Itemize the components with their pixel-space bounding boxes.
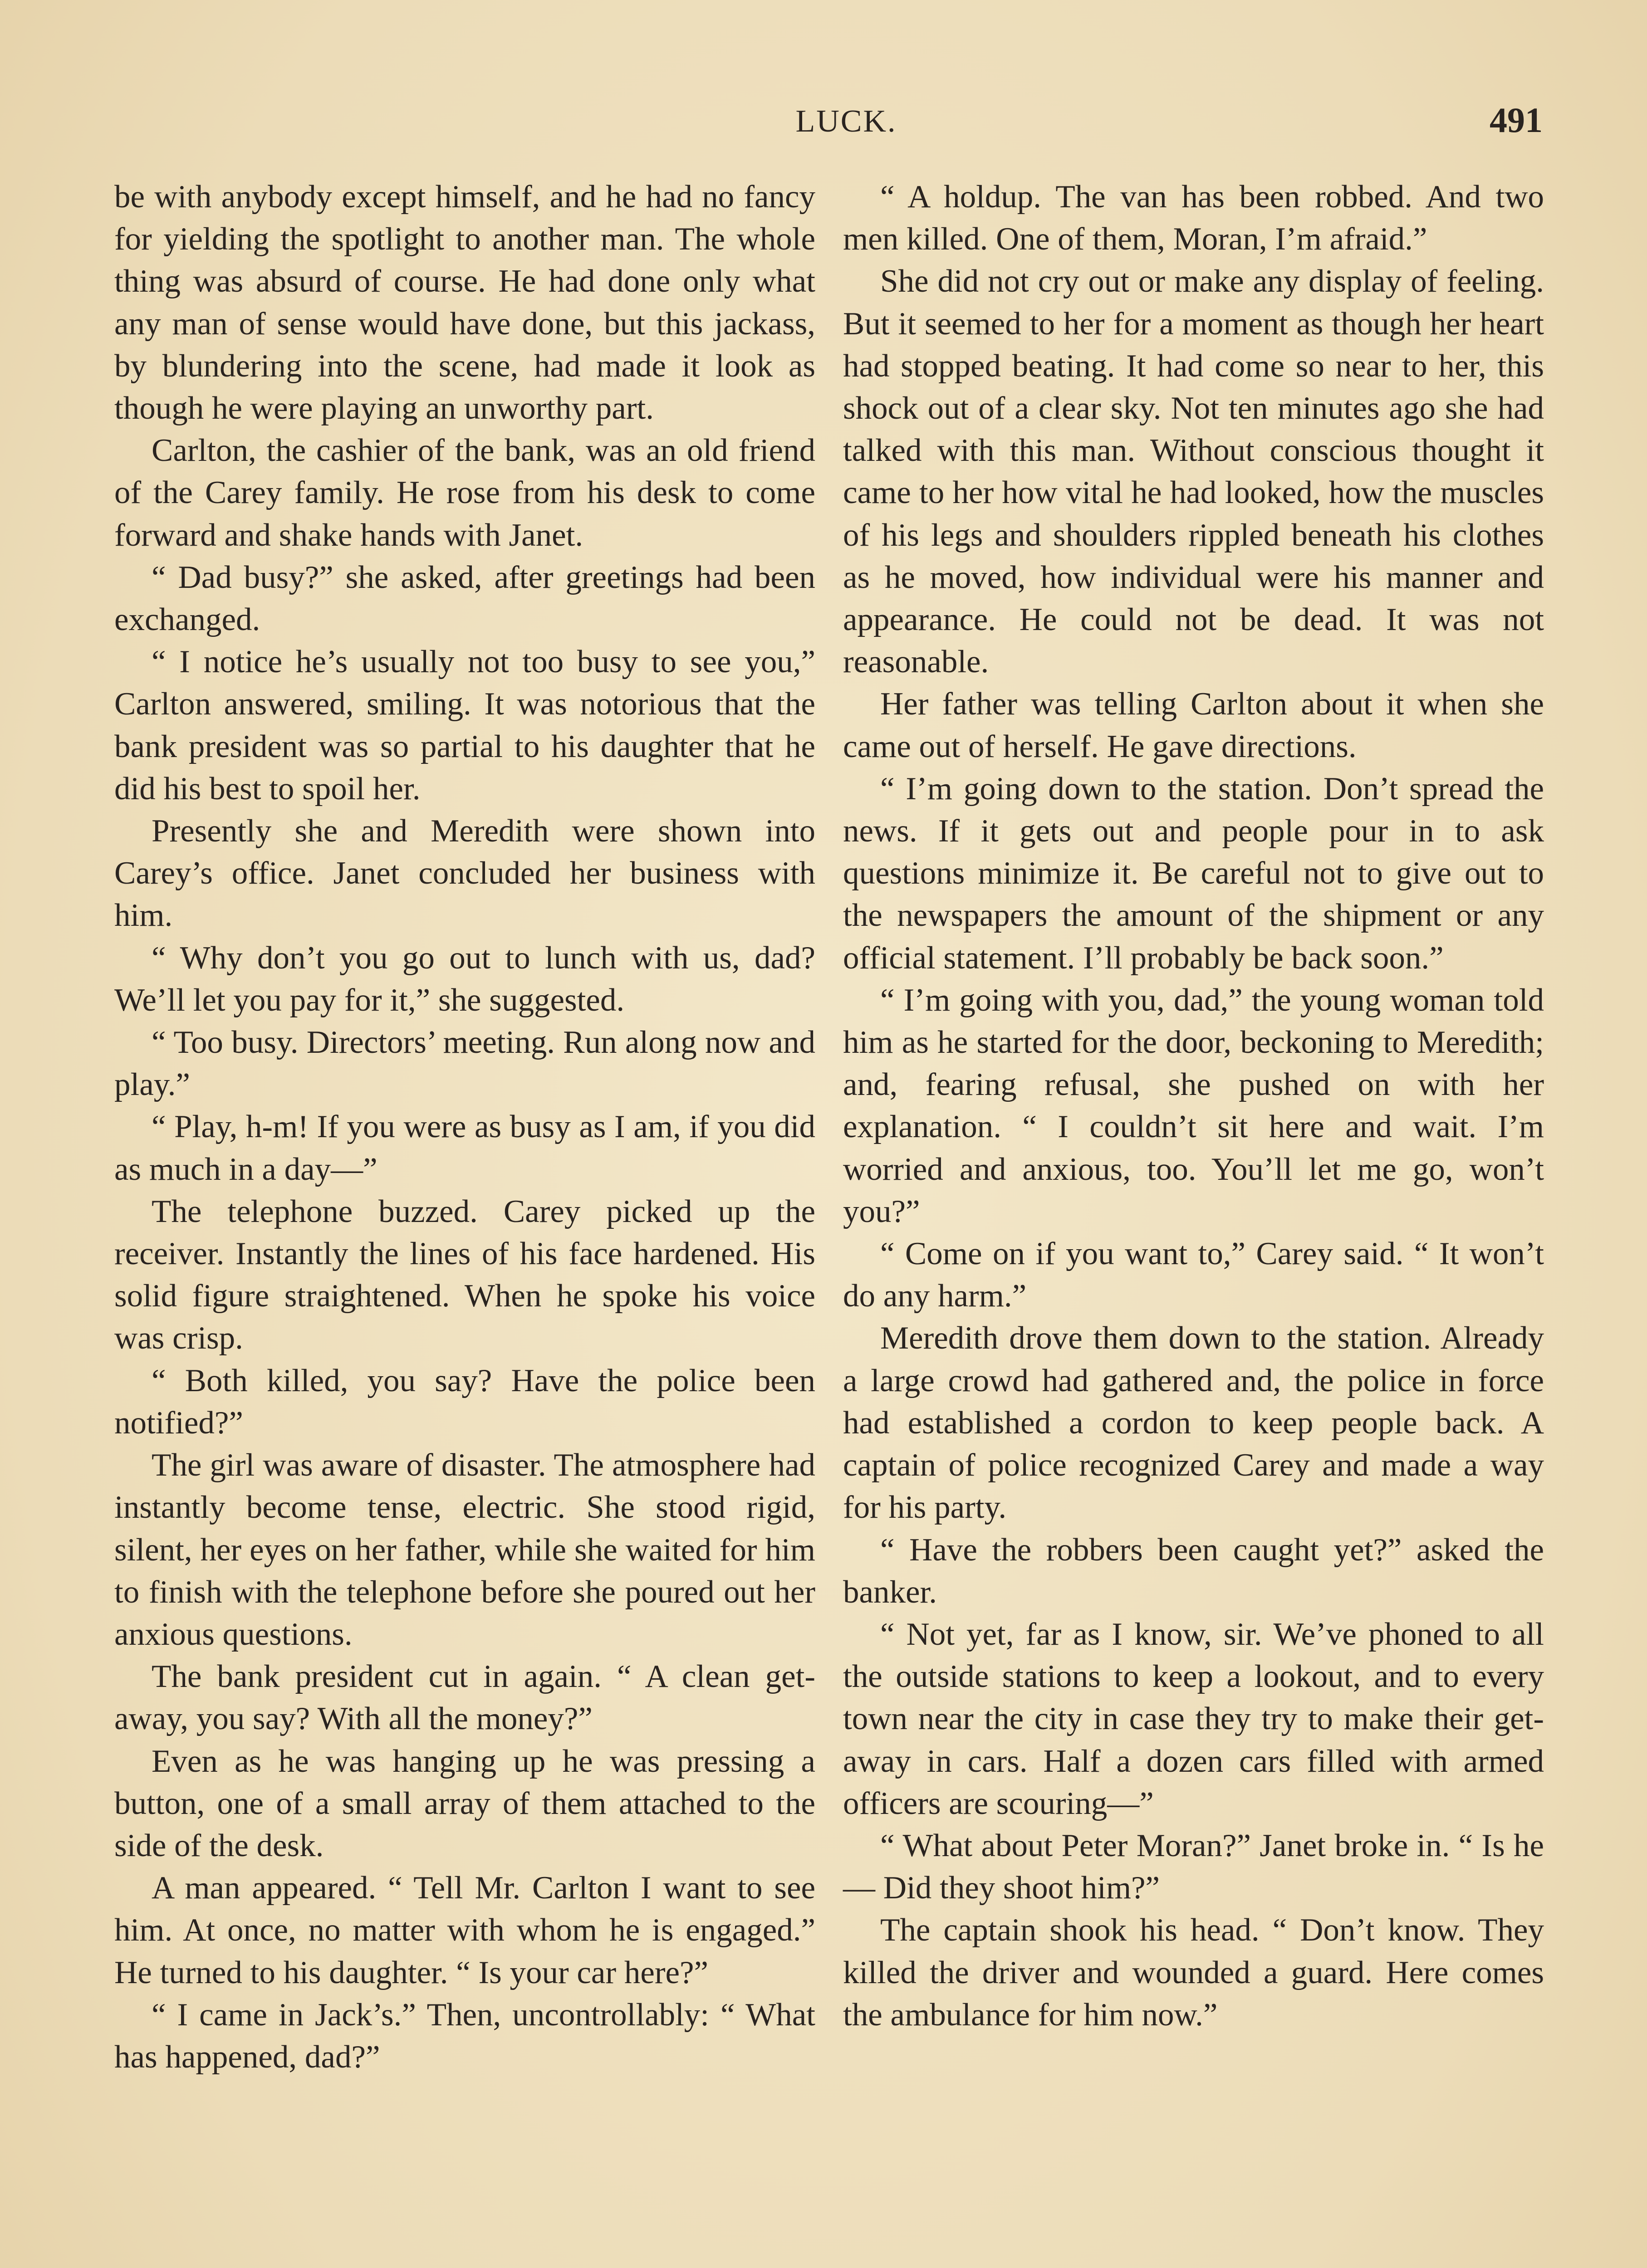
paragraph: Meredith drove them down to the station. Already a large crowd had gathered and, the police in force had established a cordon to keep people back. A captain of police recognized Carey and made a way for his party. (843, 1320, 1544, 1525)
paragraph: “ I came in Jack’s.” Then, uncontrollably: “ What has happened, dad?” (114, 1997, 815, 2075)
paragraph: “ Not yet, far as I know, sir. We’ve phoned to all the outside stations to keep a lookout, and to every town near the city in case they try to make their get-away in cars. Half a dozen cars filled with armed officers are scouring—” (843, 1616, 1544, 1821)
running-title: LUCK. (795, 104, 897, 139)
paragraph: She did not cry out or make any display of feeling. But it seemed to her for a moment as though her heart had stopped beating. It had come so near to her, this shock out of a clear sky. Not ten minutes ago she had talked with this man. Without conscious thought it came to her how vital he had looked, how the muscles of his legs and shoulders rippled beneath his clothes as he moved, how individual were his manner and appearance. He could not be dead. It was not reasonable. (843, 264, 1544, 680)
paragraph: Carlton, the cashier of the bank, was an old friend of the Carey family. He rose from his desk to come forward and shake hands with Janet. (114, 433, 815, 553)
paragraph: The captain shook his head. “ Don’t know. They killed the driver and wounded a guard. Here comes the ambulance for him now.” (843, 1912, 1544, 2033)
paragraph: Even as he was hanging up he was pressing a button, one of a small array of them attached to the side of the desk. (114, 1743, 815, 1863)
left-text-column (114, 176, 815, 2268)
paragraph: “ Play, h-m! If you were as busy as I am, if you did as much in a day—” (114, 1109, 815, 1187)
right-text-column (843, 176, 1544, 2268)
paragraph: “ A holdup. The van has been robbed. And two men killed. One of them, Moran, I’m afraid.” (843, 179, 1544, 257)
paragraph: “ I’m going with you, dad,” the young woman told him as he started for the door, beckoning to Meredith; and, fearing refusal, she pushed on with her explanation. “ I couldn’t sit here and wait. I’m worried and anxious, too. You’ll let me go, won’t you?” (843, 982, 1544, 1229)
paragraph: The telephone buzzed. Carey picked up the receiver. Instantly the lines of his face hardened. His solid figure straightened. When he spoke his voice was crisp. (114, 1193, 815, 1356)
paragraph: “ What about Peter Moran?” Janet broke in. “ Is he— Did they shoot him?” (843, 1828, 1544, 1906)
paragraph: “ I notice he’s usually not too busy to see you,” Carlton answered, smiling. It was notorious that the bank president was so partial to his daughter that he did his best to spoil her. (114, 644, 815, 807)
paragraph: Her father was telling Carlton about it when she came out of herself. He gave directions. (843, 686, 1544, 764)
paragraph: “ Why don’t you go out to lunch with us, dad? We’ll let you pay for it,” she suggested. (114, 940, 815, 1018)
paragraph: Presently she and Meredith were shown into Carey’s office. Janet concluded her business with him. (114, 813, 815, 934)
page-number: 491 (1490, 100, 1543, 140)
paragraph: “ I’m going down to the station. Don’t spread the news. If it gets out and people pour in to ask questions minimize it. Be careful not to give out to the newspapers the amount of the shipment or any official statement. I’ll probably be back soon.” (843, 771, 1544, 976)
paragraph: The bank president cut in again. “ A clean get-away, you say? With all the money?” (114, 1659, 815, 1737)
paragraph: “ Dad busy?” she asked, after greetings had been exchanged. (114, 559, 815, 638)
paragraph: be with anybody except himself, and he had no fancy for yielding the spotlight to another man. The whole thing was absurd of course. He had done only what any man of sense would have done, but this jackass, by blundering into the scene, had made it look as though he were playing an unworthy part. (114, 179, 815, 426)
paragraph: “ Come on if you want to,” Carey said. “ It won’t do any harm.” (843, 1236, 1544, 1314)
paragraph: “ Too busy. Directors’ meeting. Run along now and play.” (114, 1025, 815, 1103)
paragraph: A man appeared. “ Tell Mr. Carlton I want to see him. At once, no matter with whom he is engaged.” He turned to his daughter. “ Is your car here?” (114, 1870, 815, 1990)
paragraph: “ Have the robbers been caught yet?” asked the banker. (843, 1532, 1544, 1610)
paragraph: The girl was aware of disaster. The atmosphere had instantly become tense, electric. She stood rigid, silent, her eyes on her father, while she waited for him to finish with the telephone before she poured out her anxious questions. (114, 1447, 815, 1652)
paragraph: “ Both killed, you say? Have the police been notified?” (114, 1363, 815, 1441)
